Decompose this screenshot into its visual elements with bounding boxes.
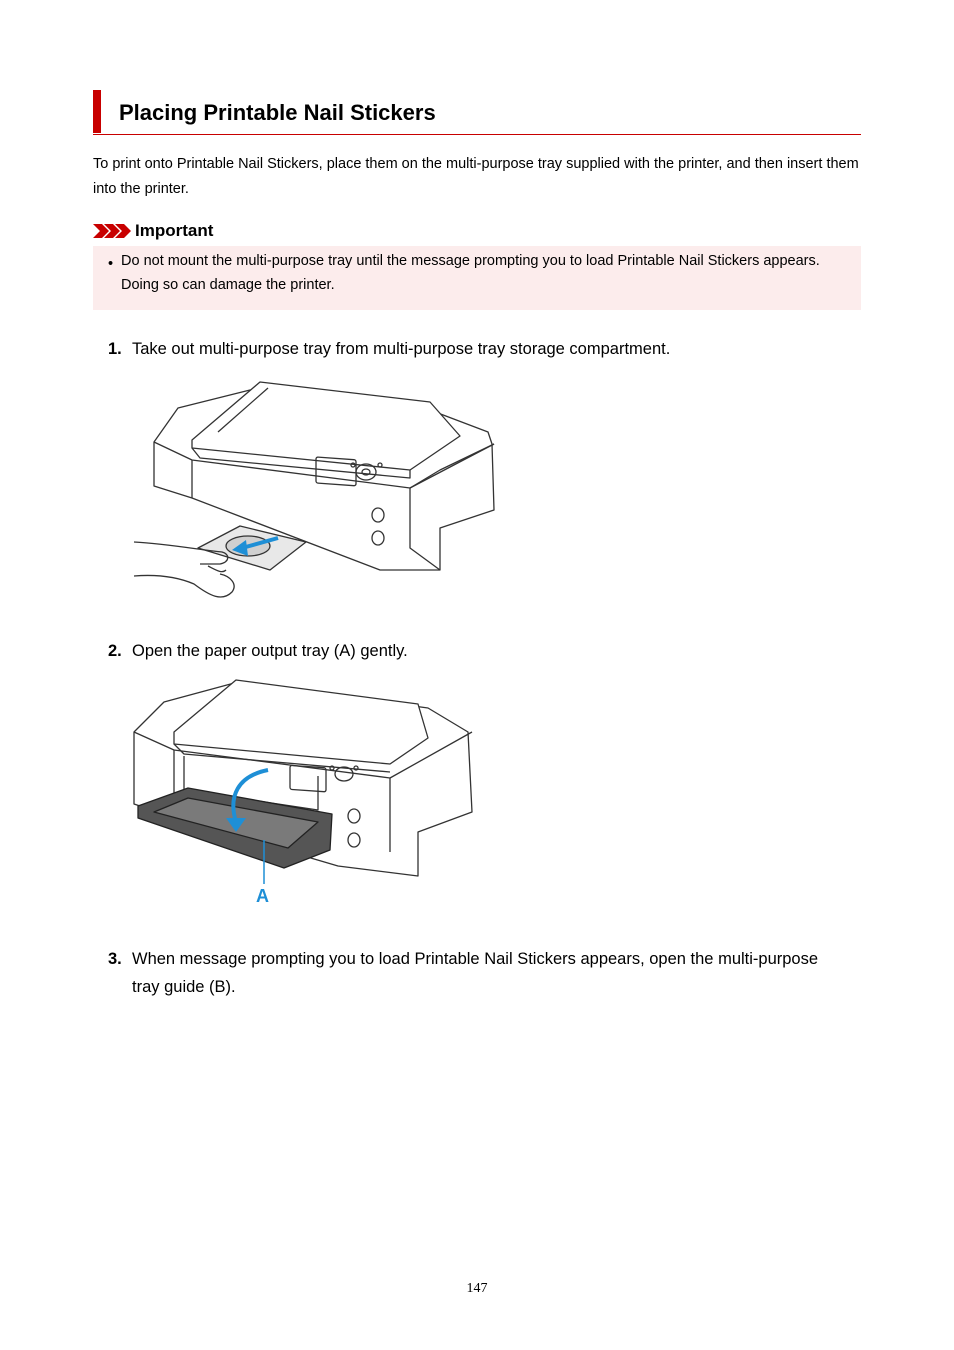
important-label: Important [135,221,214,240]
bullet-dot: • [108,256,114,272]
step-number: 1. [108,340,122,358]
heading-accent-bar [93,90,101,133]
printer-output-tray-illustration [128,672,478,912]
step-number: 3. [108,950,122,968]
important-header [93,219,213,243]
step-text: When message prompting you to load Printable Nail Stickers appears, open the multi-purpose tray guide (B). [132,950,819,996]
important-chevrons-icon [93,224,131,238]
page-number: 147 [466,1281,488,1296]
page-title: Placing Printable Nail Stickers [119,100,436,125]
step-number: 2. [108,642,122,660]
printer-tray-removal-illustration [130,370,500,610]
callout-label-a: A [256,886,269,906]
important-box [93,246,861,310]
intro-paragraph: To print onto Printable Nail Stickers, place them on the multi-purpose tray supplied with the printer, and then insert them into the printer. [93,156,859,197]
step-text: Take out multi-purpose tray from multi-purpose tray storage compartment. [132,340,671,358]
section-heading [93,90,861,135]
important-text: Do not mount the multi-purpose tray until the message prompting you to load Printable Nail Stickers appears. Doing so can damage the printer. [121,253,820,293]
step-text: Open the paper output tray (A) gently. [132,642,408,660]
